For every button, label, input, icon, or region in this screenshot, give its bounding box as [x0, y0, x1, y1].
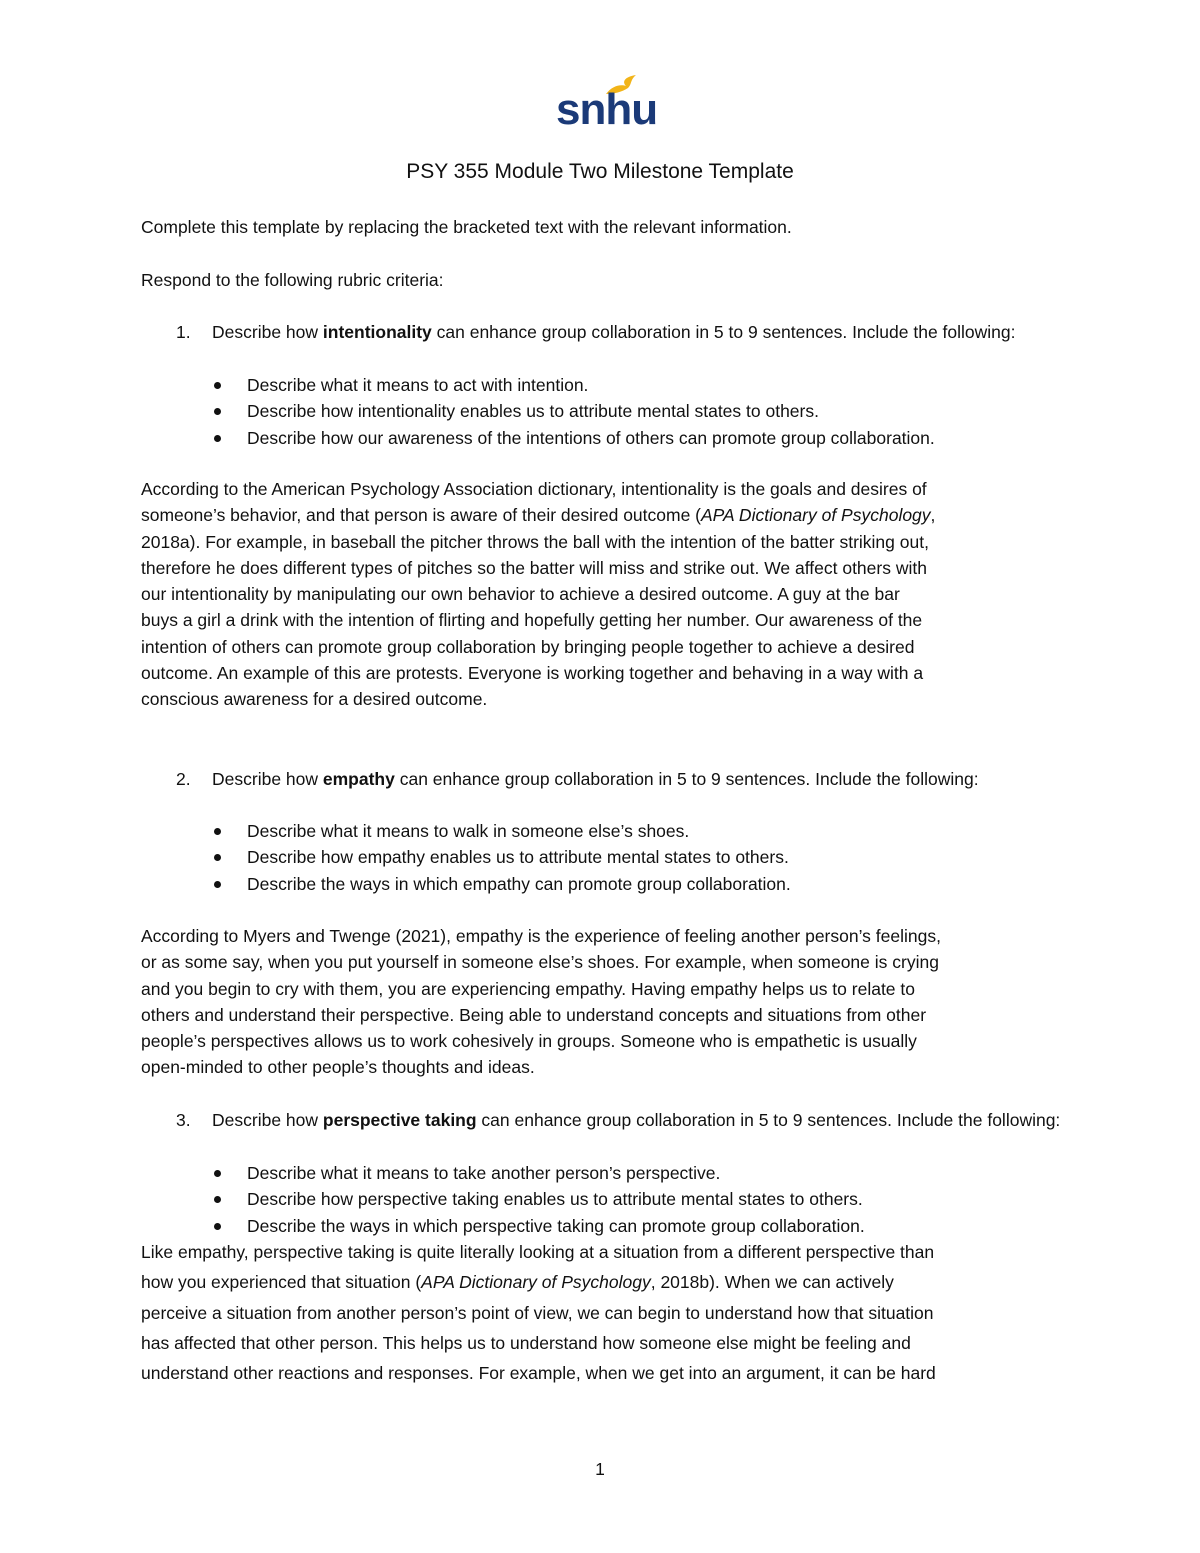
snhu-logo	[556, 74, 658, 134]
page-title: PSY 355 Module Two Milestone Template	[406, 160, 794, 183]
list-item: Describe how perspective taking enables us to attribute mental states to others.	[212, 1186, 1062, 1212]
list-item: Describe the ways in which empathy can promote group collaboration.	[212, 871, 1062, 897]
bullet-icon	[214, 1223, 221, 1230]
bullet-icon	[214, 1170, 221, 1177]
question-text: Describe how empathy can enhance group collaboration in 5 to 9 sentences. Include the following:	[212, 769, 979, 789]
answer-paragraph: According to the American Psychology Association dictionary, intentionality is the goals and desires of someone’s behavior, and that person is aware of their desired outcome (APA Dictionary of Psychology, 2018a). For example, in baseball the pitcher throws the ball with the intention of the batter striking out, therefore he does different types of pitches so the batter will miss and strike out. We affect others with our intentionality by manipulating our own behavior to achieve a desired outcome. A guy at the bar buys a girl a drink with the intention of flirting and hopefully getting her number. Our awareness of the intention of others can promote group collaboration by bringing people together to achieve a desired outcome. An example of this are protests. Everyone is working together and behaving in a way with a conscious awareness for a desired outcome.	[141, 479, 936, 710]
bullet-icon	[214, 408, 221, 415]
bullet-list	[212, 1160, 1062, 1239]
question-keyword: intentionality	[322, 322, 432, 342]
page-number: 1	[595, 1459, 605, 1479]
question-number: 3.	[176, 1110, 191, 1130]
list-item: Describe what it means to take another person’s perspective.	[212, 1160, 1062, 1186]
bullet-list	[212, 818, 1062, 897]
question-keyword: perspective taking	[322, 1110, 477, 1130]
answer-paragraph: Like empathy, perspective taking is quite literally looking at a situation from a different perspective than how you experienced that situation (APA Dictionary of Psychology, 2018b). When we can actively perceive a situation from another person’s point of view, we can begin to understand how that situation has affected that other person. This helps us to understand how someone else might be feeling and understand other reactions and responses. For example, when we get into an argument, it can be hard	[141, 1242, 936, 1384]
bullet-list	[212, 372, 1062, 451]
answer-paragraph: According to Myers and Twenge (2021), empathy is the experience of feeling another person’s feelings, or as some say, when you put yourself in someone else’s shoes. For example, when someone is crying and you begin to cry with them, you are experiencing empathy. Having empathy helps us to relate to others and understand their perspective. Being able to understand concepts and situations from other people’s perspectives allows us to work cohesively in groups. Someone who is empathetic is usually open-minded to other people’s thoughts and ideas.	[141, 926, 941, 1078]
bullet-icon	[214, 828, 221, 835]
question-text: Describe how intentionality can enhance group collaboration in 5 to 9 sentences. Include the following:	[212, 322, 1016, 342]
list-item: Describe how our awareness of the intentions of others can promote group collaboration.	[212, 425, 1062, 451]
citation: APA Dictionary of Psychology	[421, 1272, 651, 1293]
list-item: Describe what it means to act with intention.	[212, 372, 1062, 398]
list-item: Describe the ways in which perspective taking can promote group collaboration.	[212, 1213, 1062, 1239]
question-number: 2.	[176, 769, 191, 789]
list-item: Describe how empathy enables us to attribute mental states to others.	[212, 844, 1062, 870]
list-item: Describe how intentionality enables us to attribute mental states to others.	[212, 398, 1062, 424]
list-item: Describe what it means to walk in someone else’s shoes.	[212, 818, 1062, 844]
question-keyword: empathy	[322, 769, 395, 789]
instructions: Complete this template by replacing the bracketed text with the relevant information.	[141, 217, 792, 237]
respond-prompt: Respond to the following rubric criteria:	[141, 270, 444, 290]
citation: APA Dictionary of Psychology	[701, 505, 931, 526]
bullet-icon	[214, 1196, 221, 1203]
bullet-icon	[214, 881, 221, 888]
question-number: 1.	[176, 322, 191, 342]
logo-wordmark: snhu	[556, 85, 658, 134]
bullet-icon	[214, 382, 221, 389]
bullet-icon	[214, 854, 221, 861]
question-text: Describe how perspective taking can enhance group collaboration in 5 to 9 sentences. Include the following:	[212, 1110, 1061, 1130]
bullet-icon	[214, 435, 221, 442]
